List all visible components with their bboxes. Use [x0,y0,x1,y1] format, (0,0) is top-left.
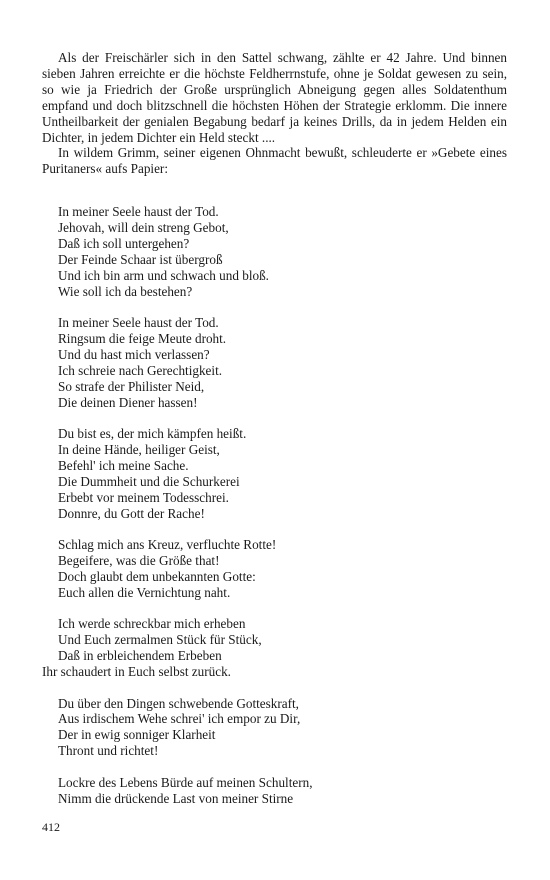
verse-line: Du über den Dingen schwebende Gotteskraft, [58,695,299,711]
verse-line: Euch allen die Vernichtung naht. [58,584,231,600]
stanza [42,696,507,760]
verse-line: Begeifere, was die Größe that! [58,553,220,568]
verse-line: Donnre, du Gott der Rache! [58,505,205,521]
verse-line: Ihr schaudert in Euch selbst zurück. [42,664,231,680]
paragraph: Als der Freischärler sich in den Sattel schwang, zählte er 42 Jahre. Und binnen sieben Jahren erreichte er die höchste Feldherrnstufe, ohne je Soldat gewesen zu sein, so wie ja Friedrich der Große ursprünglich Abneigung gegen alles Soldatenthum empfand und doch blitzschnell die höchsten Höhen der Strategie erklomm. Die innere Untheilbarkeit der genialen Begabung bedarf ja keines Drills, da in jedem Helden ein Dichter, in jedem Dichter ein Held steckt .... [42,50,507,145]
verse-line: Daß in erbleichendem Erbeben [58,648,222,664]
stanza [42,537,507,601]
verse-line: Lockre des Lebens Bürde auf meinen Schultern, [58,774,313,790]
stanza [42,775,507,807]
verse-line: Thront und richtet! [58,743,159,759]
verse-line: Die Dummheit und die Schurkerei [58,473,240,489]
poem [42,204,507,822]
verse-line: So strafe der Philister Neid, [58,378,205,394]
verse-line: Wie soll ich da bestehen? [58,283,193,299]
verse-line: Ich werde schreckbar mich erheben [58,616,246,632]
stanza [42,426,507,521]
verse-line: Und Euch zermalmen Stück für Stück, [58,632,262,648]
stanza [42,315,507,410]
verse-line: Befehl' ich meine Sache. [58,457,189,473]
page-number: 412 [42,820,60,834]
verse-line: Der in ewig sonniger Klarheit [58,727,216,743]
verse-line: Erbebt vor meinem Todesschrei. [58,489,229,505]
paragraph: In wildem Grimm, seiner eigenen Ohnmacht bewußt, schleuderte er »Gebete eines Puritaners« aufs Papier: [42,145,507,177]
stanza [42,616,507,680]
verse-line: Der Feinde Schaar ist übergroß [58,251,223,267]
verse-line: Nimm die drückende Last von meiner Stirne [58,790,294,806]
verse-line: Ringsum die feige Meute droht. [58,330,227,346]
verse-line: In meiner Seele haust der Tod. [58,204,219,219]
verse-line: Daß ich soll untergehen? [58,235,190,251]
verse-line: In meiner Seele haust der Tod. [58,315,219,331]
verse-line: Und ich bin arm und schwach und bloß. [58,267,269,283]
verse-line: In deine Hände, heiliger Geist, [58,441,220,457]
verse-line: Jehovah, will dein streng Gebot, [58,219,229,235]
stanza [42,204,507,299]
verse-line: Aus irdischem Wehe schrei' ich empor zu Dir, [58,711,301,727]
verse-line: Schlag mich ans Kreuz, verfluchte Rotte! [58,537,277,553]
verse-line: Doch glaubt dem unbekannten Gotte: [58,568,256,584]
prose-block [42,50,507,177]
verse-line: Und du hast mich verlassen? [58,346,210,362]
verse-line: Du bist es, der mich kämpfen heißt. [58,426,247,442]
verse-line: Die deinen Diener hassen! [58,394,198,410]
verse-line: Ich schreie nach Gerechtigkeit. [58,362,223,378]
